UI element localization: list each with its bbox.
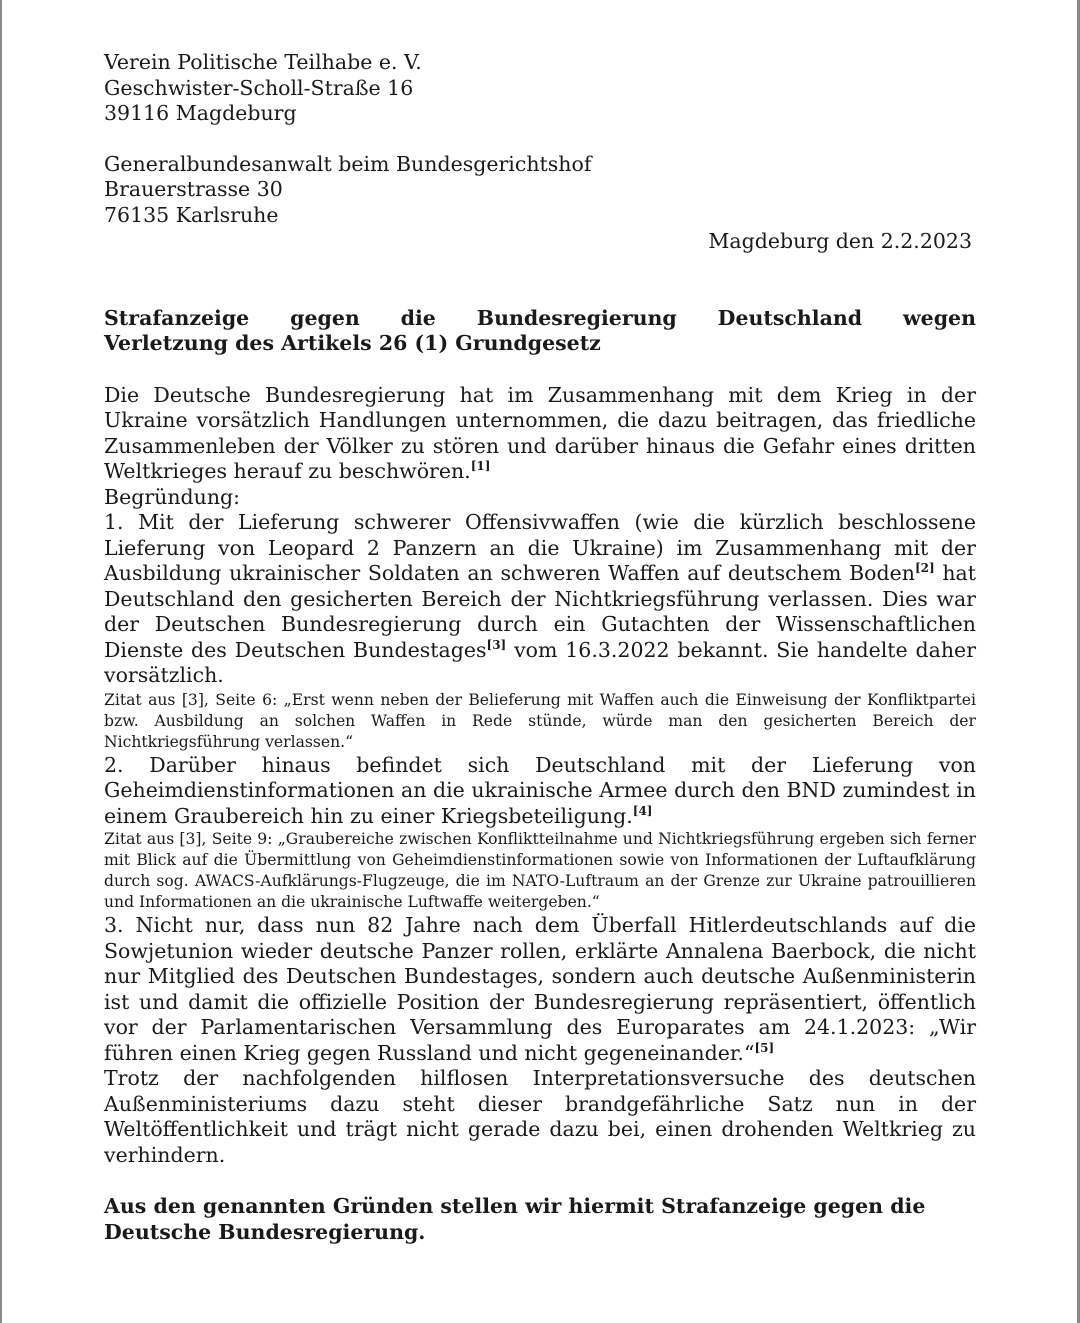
recipient-name: Generalbundesanwalt beim Bundesgerichtshof [104, 151, 592, 176]
page-edge-left [0, 0, 2, 1323]
subject-heading [104, 306, 976, 357]
footnote-ref-1: [1] [470, 459, 491, 473]
sender-city: 39116 Magdeburg [104, 101, 297, 125]
point-1-paragraph [104, 510, 976, 689]
subject-line-1: Strafanzeige gegen die Bundesregierung Deutschland wegen [104, 305, 976, 330]
intro-paragraph [104, 383, 976, 485]
recipient-address [104, 152, 976, 229]
recipient-street: Brauerstrasse 30 [104, 177, 283, 201]
recipient-city: 76135 Karlsruhe [104, 202, 279, 227]
point-2-paragraph [104, 753, 976, 830]
closing-statement: Aus den genannten Gründen stellen wir hiermit Strafanzeige gegen die Deutsche Bundesregierung. [104, 1194, 926, 1244]
sender-street: Geschwister-Scholl-Straße 16 [104, 75, 414, 100]
footnote-ref-2: [2] [914, 561, 935, 575]
quote-2: Zitat aus [3], Seite 9: „Graubereiche zwischen Konfliktteilnahme und Nichtkriegsführung ergeben sich ferner mit Blick auf die Übermittlung von Geheimdienstinformationen sowie von Informationen der Luftaufklärung durch sog. AWACS-Aufklärungs-Flugzeuge, die im NATO-Luftraum an der Grenze zur Ukraine patrouillieren und Informationen an die ukrainische Luftwaffe weitergeben.“ [104, 830, 976, 911]
sender-address [104, 50, 976, 127]
point-3-text: 3. Nicht nur, dass nun 82 Jahre nach dem Überfall Hitlerdeutschlands auf die Sowjetunion wieder deutsche Panzer rollen, erklärte Annalena Baerbock, die nicht nur Mitglied des Deutschen Bundestages, sondern auch deutsche Außenministerin ist und damit die offizielle Position der Bundesregierung repräsentiert, öffentlich vor der Parlamentarischen Versammlung des Europarates am 24.1.2023: „Wir führen einen Krieg gegen Russland und nicht gegeneinander.“ [104, 913, 976, 1065]
letter-page [104, 50, 976, 1245]
point-3-paragraph [104, 913, 976, 1066]
quote-1: Zitat aus [3], Seite 6: „Erst wenn neben der Belieferung mit Waffen auch die Einweisung der Konfliktpartei bzw. Ausbildung an solchen Waffen in Rede stünde, würde man den gesicherten Bereich der Nichtkriegsführung verlassen.“ [104, 690, 976, 751]
point-1-text-b: hat Deutschland den gesicherten Bereich der Nichtkriegsführung verlassen. Dies war der Deutschen Bundesregierung durch ein Gutachten der Wissenschaftlichen Dienste des Deutschen Bundestages [104, 561, 977, 662]
sender-name: Verein Politische Teilhabe e. V. [104, 50, 422, 74]
footnote-ref-4: [4] [632, 803, 653, 818]
reason-heading: Begründung: [104, 484, 241, 509]
footnote-ref-3: [3] [486, 637, 507, 652]
date-line: Magdeburg den 2.2.2023 [708, 229, 972, 253]
followup-paragraph: Trotz der nachfolgenden hilflosen Interpretationsversuche des deutschen Außenministeriums dazu steht dieser brandgefährliche Satz nun in der Weltöffentlichkeit und trägt nicht gerade dazu bei, einen drohenden Weltkrieg zu verhindern. [104, 1066, 976, 1167]
point-1-text-c: vom 16.3.2022 bekannt. Sie handelte daher vorsätzlich. [104, 637, 976, 687]
subject-line-2: Verletzung des Artikels 26 (1) Grundgesetz [104, 331, 601, 355]
intro-text: Die Deutsche Bundesregierung hat im Zusammenhang mit dem Krieg in der Ukraine vorsätzlich Handlungen unternommen, die dazu beitragen, das friedliche Zusammenleben der Völker zu stören und darüber hinaus die Gefahr eines dritten Weltkrieges herauf zu beschwören. [104, 382, 976, 483]
point-1-text-a: 1. Mit der Lieferung schwerer Offensivwaffen (wie die kürzlich beschlossene Lieferung von Leopard 2 Panzern an die Ukraine) im Zusammenhang mit der Ausbildung ukrainischer Soldaten an schweren Waffen auf deutschem Boden [104, 510, 976, 585]
point-2-text: 2. Darüber hinaus befindet sich Deutschland mit der Lieferung von Geheimdienstinformationen an die ukrainische Armee durch den BND zumindest in einem Graubereich hin zu einer Kriegsbeteiligung. [104, 752, 976, 828]
footnote-ref-5: [5] [754, 1040, 775, 1055]
